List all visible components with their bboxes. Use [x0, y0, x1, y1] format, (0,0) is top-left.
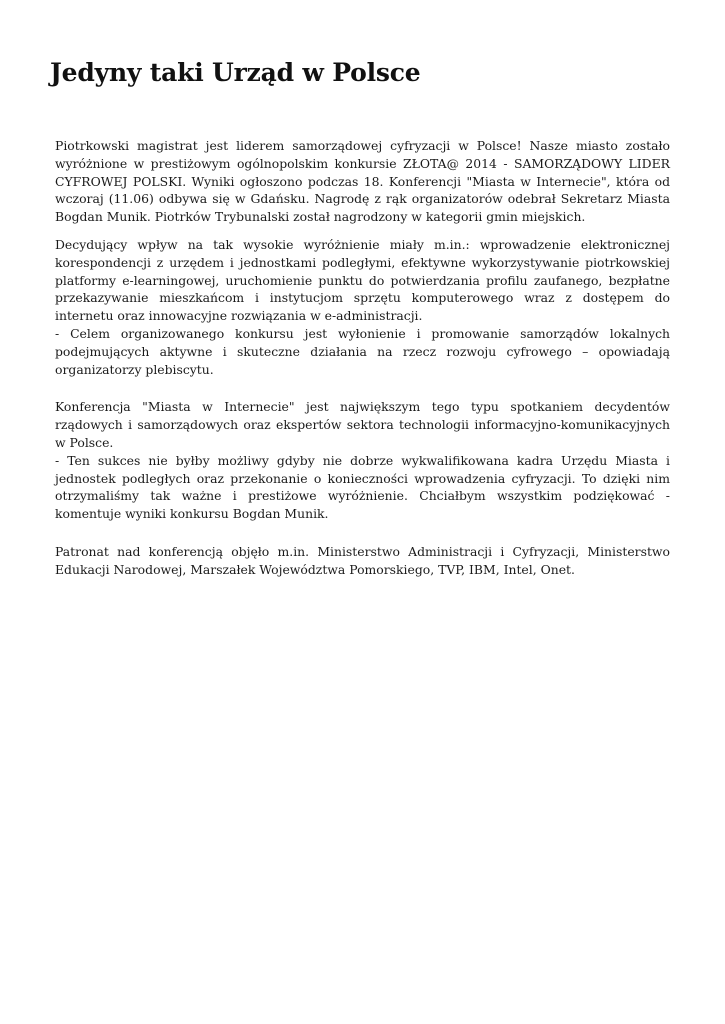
- paragraph-quote-organizers: - Celem organizowanego konkursu jest wyłonienie i promowanie samorządów lokalnych podejmujących aktywne i skuteczne działania na rzecz rozwoju cyfrowego – opowiadają organizatorzy plebiscytu.: [55, 325, 670, 377]
- paragraph-gap: [55, 378, 670, 398]
- paragraph-influence: Decydujący wpływ na tak wysokie wyróżnienie miały m.in.: wprowadzenie elektronicznej korespondencji z urzędem i jednostkami podległymi, efektywne wykorzystywanie piotrkowskiej platformy e-learningowej, uruchomienie punktu do potwierdzania profilu zaufanego, bezpłatne przekazywanie mieszkańcom i instytucjom sprzętu komputerowego wraz z dostępem do internetu oraz innowacyjne rozwiązania w e-administracji.: [55, 236, 670, 324]
- paragraph-patronage: Patronat nad konferencją objęło m.in. Ministerstwo Administracji i Cyfryzacji, Ministerstwo Edukacji Narodowej, Marszałek Województwa Pomorskiego, TVP, IBM, Intel, Onet.: [55, 543, 670, 577]
- paragraph-quote-munik: - Ten sukces nie byłby możliwy gdyby nie dobrze wykwalifikowana kadra Urzędu Miasta i jednostek podległych oraz przekonanie o konieczności wprowadzenia cyfryzacji. To dzięki nim otrzymaliśmy tak ważne i prestiżowe wyróżnienie. Chciałbym wszystkim podziękować - komentuje wyniki konkursu Bogdan Munik.: [55, 452, 670, 522]
- paragraph-gap: [55, 523, 670, 543]
- paragraph-intro: Piotrkowski magistrat jest liderem samorządowej cyfryzacji w Polsce! Nasze miasto zostało wyróżnione w prestiżowym ogólnopolskim konkursie ZŁOTA@ 2014 - SAMORZĄDOWY LIDER CYFROWEJ POLSKI. Wyniki ogłoszono podczas 18. Konferencji "Miasta w Internecie", która od wczoraj (11.06) odbywa się w Gdańsku. Nagrodę z rąk organizatorów odebrał Sekretarz Miasta Bogdan Munik. Piotrków Trybunalski został nagrodzony w kategorii gmin miejskich.: [55, 138, 670, 225]
- article-title: Jedyny taki Urząd w Polsce: [50, 58, 421, 87]
- paragraph-conference: Konferencja "Miasta w Internecie" jest największym tego typu spotkaniem decydentów rządowych i samorządowych oraz ekspertów sektora technologii informacyjno-komunikacyjnych w Polsce.: [55, 399, 670, 450]
- article-body: [55, 137, 670, 579]
- paragraph-gap: [55, 226, 670, 236]
